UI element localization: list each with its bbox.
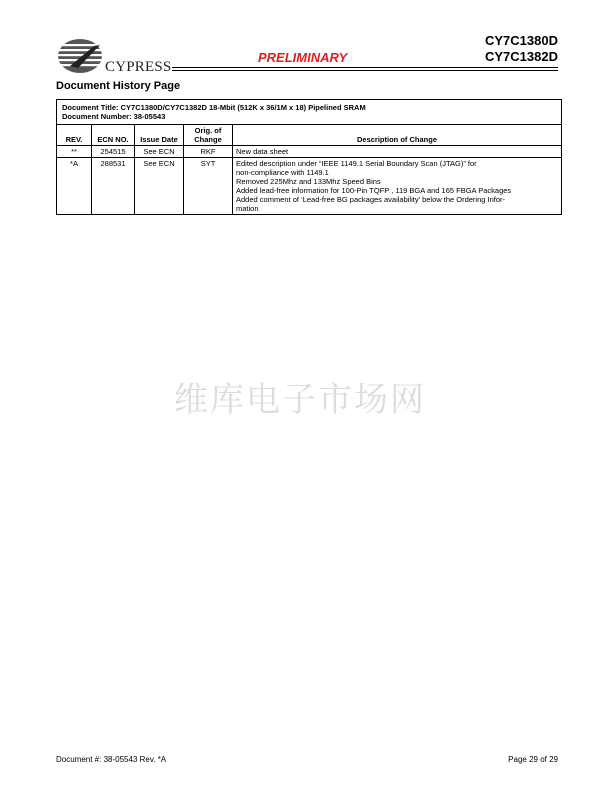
part-number-secondary: CY7C1382D xyxy=(485,49,558,64)
cell-issue-date: See ECN xyxy=(135,146,184,158)
header-description: Description of Change xyxy=(233,125,562,146)
header-orig xyxy=(184,125,233,146)
table-row xyxy=(57,146,562,158)
cell-rev: *A xyxy=(57,158,92,215)
part-number-primary: CY7C1380D xyxy=(485,33,558,48)
header-ecn: ECN NO. xyxy=(92,125,135,146)
description-line: mation xyxy=(236,204,259,213)
document-title-row xyxy=(57,100,562,125)
watermark: 维库电子市场网 xyxy=(174,380,426,420)
header-orig-label: Orig. of Change xyxy=(194,126,222,144)
description-line: New data sheet xyxy=(236,147,289,156)
description-line: non-compliance with 1149.1 xyxy=(236,168,329,177)
document-history-table xyxy=(56,99,562,215)
description-line: Added lead-free information for 100-Pin TQFP , 119 BGA and 165 FBGA Packages xyxy=(236,186,512,195)
document-title: Document Title: CY7C1380D/CY7C1382D 18-Mbit (512K x 36/1M x 18) Pipelined SRAM xyxy=(62,103,366,112)
cell-orig: SYT xyxy=(184,158,233,215)
header-issue-date: Issue Date xyxy=(135,125,184,146)
status-label: PRELIMINARY xyxy=(258,50,348,65)
document-number: Document Number: 38-05543 xyxy=(62,112,166,121)
cell-rev: ** xyxy=(57,146,92,158)
header-rule-secondary xyxy=(172,70,558,71)
document-title-cell xyxy=(57,100,562,125)
logo-wordmark: CYPRESS xyxy=(105,59,172,75)
table-header-row xyxy=(57,125,562,146)
description-line: Edited description under “IEEE 1149.1 Serial Boundary Scan (JTAG)” for xyxy=(236,159,477,168)
footer-document-number: Document #: 38-05543 Rev. *A xyxy=(56,755,167,764)
header-rule xyxy=(172,67,558,68)
description-line: Added comment of ‘Lead-free BG packages availability’ below the Ordering Infor- xyxy=(236,195,506,204)
table-row xyxy=(57,158,562,215)
cell-ecn: 254515 xyxy=(92,146,135,158)
cell-description xyxy=(233,146,562,158)
cell-description xyxy=(233,158,562,215)
header-rev: REV. xyxy=(57,125,92,146)
footer-page-number: Page 29 of 29 xyxy=(508,755,558,764)
cell-issue-date: See ECN xyxy=(135,158,184,215)
cell-ecn: 288531 xyxy=(92,158,135,215)
page-title: Document History Page xyxy=(56,80,181,92)
description-line: Removed 225Mhz and 133Mhz Speed Bins xyxy=(236,177,381,186)
cypress-logo xyxy=(56,36,180,78)
part-numbers xyxy=(485,33,558,65)
cell-orig: RKF xyxy=(184,146,233,158)
